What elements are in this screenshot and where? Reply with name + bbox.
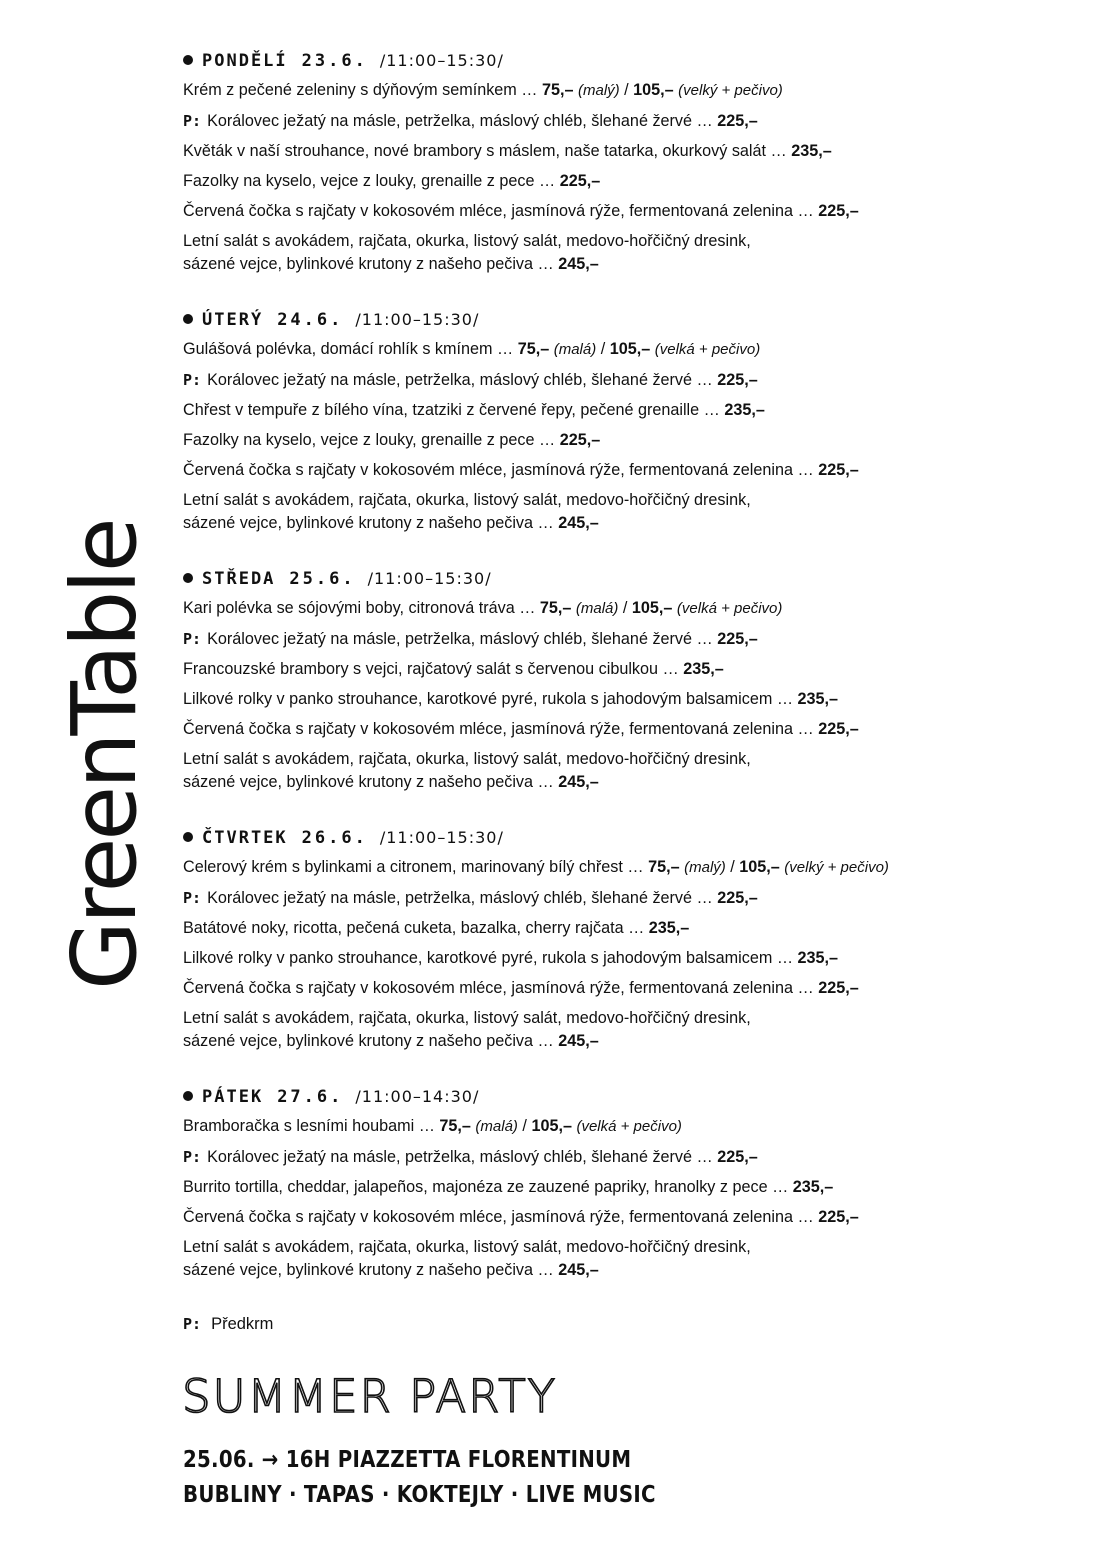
bullet-icon	[183, 832, 193, 842]
menu-item-line	[183, 425, 1063, 455]
menu-item-price: 75,–	[439, 1117, 471, 1135]
menu-item-text: Batátové noky, ricotta, pečená cuketa, bazalka, cherry rajčata …	[183, 919, 649, 937]
day-section	[183, 564, 1063, 797]
menu-item-text: Celerový krém s bylinkami a citronem, marinovaný bílý chřest …	[183, 858, 649, 876]
menu-item-starter	[183, 624, 1063, 654]
menu-item	[183, 1003, 1063, 1056]
menu-item-line	[183, 654, 1063, 684]
portion-size: (malý)	[577, 82, 620, 99]
menu-item-line	[183, 489, 1063, 512]
portion-size-large: (velká + pečivo)	[576, 1118, 682, 1135]
menu-item-line	[183, 771, 1063, 794]
menu-item-price: 225,–	[559, 172, 601, 190]
menu-item-text: Chřest v tempuře z bílého vína, tzatziki z červené řepy, pečené grenaille …	[183, 401, 725, 419]
day-header	[183, 305, 1063, 334]
menu-item	[183, 913, 1063, 943]
menu-item-price: 235,–	[724, 401, 765, 419]
starter-label: P:	[183, 1148, 202, 1166]
menu-item-price-large: 105,–	[739, 858, 780, 876]
bullet-icon	[183, 573, 193, 583]
menu-item-line	[183, 883, 1063, 913]
menu-item-text: Korálovec ježatý na másle, petrželka, máslový chléb, šlehané žervé …	[207, 1148, 718, 1166]
menu-item	[183, 1172, 1063, 1202]
day-section	[183, 46, 1063, 279]
menu-item-price: 225,–	[559, 431, 601, 449]
menu-item-price: 225,–	[818, 202, 859, 220]
day-hours: /11:00–15:30/	[379, 51, 504, 70]
menu-item-price: 235,–	[792, 1178, 834, 1196]
summer-party-title: SUMMER PARTY	[182, 1370, 558, 1423]
menu-item	[183, 593, 1063, 624]
menu-item	[183, 684, 1063, 714]
menu-item-text: Červená čočka s rajčaty v kokosovém mléce, jasmínová rýže, fermentovaná zelenina …	[183, 720, 819, 738]
menu-item-price-large: 105,–	[631, 599, 673, 617]
menu-item-text: sázené vejce, bylinkové krutony z našeho pečiva …	[183, 1260, 559, 1279]
menu-item-line	[183, 1259, 1063, 1282]
menu-item	[183, 196, 1063, 226]
menu-item-text: Burrito tortilla, cheddar, jalapeños, majonéza ze zauzené papriky, hranolky z pece …	[183, 1178, 793, 1196]
menu-item-text: sázené vejce, bylinkové krutony z našeho pečiva …	[183, 1031, 559, 1050]
menu-item-line	[183, 1142, 1063, 1172]
day-hours: /11:00–15:30/	[367, 569, 492, 588]
menu-item-line	[183, 1030, 1063, 1053]
menu-item-text: Letní salát s avokádem, rajčata, okurka, listový salát, medovo-hořčičný dresink,	[183, 1238, 751, 1256]
day-header	[183, 823, 1063, 852]
menu-item-text: sázené vejce, bylinkové krutony z našeho pečiva …	[183, 254, 559, 273]
menu-item-text: Letní salát s avokádem, rajčata, okurka, listový salát, medovo-hořčičný dresink,	[183, 750, 751, 768]
day-date: 23.6.	[301, 51, 368, 71]
brand-logo: GreenTable	[52, 520, 156, 990]
menu-item-price: 225,–	[818, 461, 859, 479]
day-name: ČTVRTEK	[202, 828, 288, 848]
starter-label: P:	[183, 112, 202, 130]
portion-size-large: (velká + pečivo)	[676, 600, 783, 617]
menu-item-price: 225,–	[818, 720, 859, 738]
menu-item-line	[183, 624, 1063, 654]
menu-item-line	[183, 1007, 1063, 1030]
day-header	[183, 1082, 1063, 1111]
day-name: STŘEDA	[202, 569, 276, 589]
menu-item-price: 245,–	[558, 513, 599, 532]
menu-item-price: 235,–	[797, 690, 839, 708]
menu-item-text: Fazolky na kyselo, vejce z louky, grenaille z pece …	[183, 172, 560, 190]
menu-item-line	[183, 714, 1063, 744]
menu-item-price: 235,–	[683, 660, 724, 678]
menu-item-line	[183, 684, 1063, 714]
portion-size: (malá)	[553, 341, 597, 358]
day-date: 25.6.	[289, 569, 356, 589]
day-hours: /11:00–15:30/	[379, 828, 504, 847]
menu-item	[183, 166, 1063, 196]
day-name: PÁTEK	[202, 1087, 264, 1107]
bullet-icon	[183, 314, 193, 324]
day-section	[183, 823, 1063, 1056]
menu-item-price: 75,–	[648, 858, 680, 876]
menu-item-price: 225,–	[818, 979, 859, 997]
menu-item-price-large: 105,–	[531, 1117, 572, 1135]
price-separator: /	[517, 1117, 532, 1135]
legend	[183, 1309, 1063, 1339]
legend-label: P:	[183, 1315, 202, 1333]
starter-label: P:	[183, 630, 202, 648]
menu-item-line	[183, 455, 1063, 485]
menu-item-starter	[183, 106, 1063, 136]
menu-item-line	[183, 973, 1063, 1003]
menu-item-line	[183, 253, 1063, 276]
menu-item	[183, 744, 1063, 797]
menu-item-text: Lilkové rolky v panko strouhance, karotkové pyré, rukola s jahodovým balsamicem …	[183, 690, 798, 708]
day-section	[183, 305, 1063, 538]
menu-item-text: Květák v naší strouhance, nové brambory s máslem, naše tatarka, okurkový salát …	[183, 142, 792, 160]
day-date: 27.6.	[277, 1087, 344, 1107]
menu-item-price: 245,–	[558, 772, 599, 791]
portion-size: (malá)	[475, 1118, 518, 1135]
starter-label: P:	[183, 889, 202, 907]
menu-item	[183, 1111, 1063, 1142]
menu-item-text: Krém z pečené zeleniny s dýňovým semínkem …	[183, 81, 542, 99]
menu-item-text: Letní salát s avokádem, rajčata, okurka, listový salát, medovo-hořčičný dresink,	[183, 491, 751, 509]
menu-item-text: Letní salát s avokádem, rajčata, okurka, listový salát, medovo-hořčičný dresink,	[183, 232, 751, 250]
summer-party-when-where: 25.06. → 16H PIAZZETTA FLORENTINUM	[183, 1447, 632, 1473]
day-hours: /11:00–15:30/	[355, 310, 480, 329]
menu-item-price: 235,–	[648, 919, 690, 937]
menu-item-line	[183, 106, 1063, 136]
menu-item-line	[183, 852, 1063, 883]
menu-item	[183, 714, 1063, 744]
menu-item-price: 245,–	[558, 254, 599, 273]
menu-item-text: Korálovec ježatý na másle, petrželka, máslový chléb, šlehané žervé …	[207, 889, 718, 907]
menu-item	[183, 852, 1063, 883]
menu-item	[183, 1202, 1063, 1232]
day-name: ÚTERÝ	[202, 310, 264, 330]
menu-item-line	[183, 1202, 1063, 1232]
menu-item-text: Korálovec ježatý na másle, petrželka, máslový chléb, šlehané žervé …	[207, 630, 718, 648]
menu-item	[183, 75, 1063, 106]
menu-item	[183, 485, 1063, 538]
menu-item-text: Kari polévka se sójovými boby, citronová tráva …	[183, 599, 540, 617]
menu-item-line	[183, 166, 1063, 196]
menu-item	[183, 455, 1063, 485]
menu-item-text: Červená čočka s rajčaty v kokosovém mléce, jasmínová rýže, fermentovaná zelenina …	[183, 202, 819, 220]
menu-item-line	[183, 1172, 1063, 1202]
menu-item-text: Červená čočka s rajčaty v kokosovém mléce, jasmínová rýže, fermentovaná zelenina …	[183, 979, 819, 997]
day-date: 26.6.	[301, 828, 368, 848]
menu-item-price: 225,–	[717, 630, 758, 648]
price-separator: /	[725, 858, 740, 876]
menu-item-text: Gulášová polévka, domácí rohlík s kmínem …	[183, 340, 518, 358]
menu-item-line	[183, 1236, 1063, 1259]
menu-item	[183, 136, 1063, 166]
menu-item-price: 225,–	[717, 112, 758, 130]
menu-item-line	[183, 913, 1063, 943]
menu-item-line	[183, 230, 1063, 253]
menu-item-price: 225,–	[717, 889, 758, 907]
menu-item-line	[183, 512, 1063, 535]
day-name: PONDĚLÍ	[202, 51, 288, 71]
menu-item-line	[183, 75, 1063, 106]
menu-item-price: 75,–	[539, 599, 572, 617]
menu-item-text: Červená čočka s rajčaty v kokosovém mléce, jasmínová rýže, fermentovaná zelenina …	[183, 1208, 819, 1226]
menu-item	[183, 425, 1063, 455]
menu-item-text: Bramboračka s lesními houbami …	[183, 1117, 440, 1135]
price-separator: /	[618, 599, 632, 617]
bullet-icon	[183, 1091, 193, 1101]
menu-item	[183, 943, 1063, 973]
menu-item-price: 75,–	[517, 340, 550, 358]
day-hours: /11:00–14:30/	[355, 1087, 480, 1106]
menu-item-line	[183, 365, 1063, 395]
menu-item-text: sázené vejce, bylinkové krutony z našeho pečiva …	[183, 772, 559, 791]
portion-size-large: (velká + pečivo)	[654, 341, 761, 358]
menu-item-starter	[183, 1142, 1063, 1172]
menu-item-price: 245,–	[558, 1260, 599, 1279]
menu-item	[183, 226, 1063, 279]
menu-item-starter	[183, 883, 1063, 913]
price-separator: /	[619, 81, 634, 99]
menu-item-line	[183, 196, 1063, 226]
menu-item	[183, 334, 1063, 365]
menu-item-text: Korálovec ježatý na másle, petrželka, máslový chléb, šlehané žervé …	[207, 112, 718, 130]
menu-item-text: Korálovec ježatý na másle, petrželka, máslový chléb, šlehané žervé …	[207, 371, 718, 389]
day-date: 24.6.	[277, 310, 344, 330]
menu-item-price: 225,–	[818, 1208, 859, 1226]
portion-size-large: (velký + pečivo)	[678, 82, 783, 99]
menu-item-line	[183, 1111, 1063, 1142]
menu-item-price-large: 105,–	[609, 340, 651, 358]
summer-party-features: BUBLINY · TAPAS · KOKTEJLY · LIVE MUSIC	[183, 1482, 656, 1508]
menu-item-line	[183, 395, 1063, 425]
weekly-menu	[183, 46, 1063, 1339]
day-header	[183, 564, 1063, 593]
menu-item-price: 245,–	[558, 1031, 599, 1050]
menu-item-price: 225,–	[717, 1148, 758, 1166]
menu-item	[183, 654, 1063, 684]
menu-item-price-large: 105,–	[633, 81, 674, 99]
menu-item-price: 225,–	[717, 371, 758, 389]
portion-size-large: (velký + pečivo)	[784, 859, 889, 876]
menu-item-text: Francouzské brambory s vejci, rajčatový salát s červenou cibulkou …	[183, 660, 684, 678]
menu-item-line	[183, 943, 1063, 973]
menu-item-text: sázené vejce, bylinkové krutony z našeho pečiva …	[183, 513, 559, 532]
menu-item-price: 235,–	[791, 142, 832, 160]
menu-item-line	[183, 593, 1063, 624]
menu-item-line	[183, 334, 1063, 365]
menu-item-text: Fazolky na kyselo, vejce z louky, grenaille z pece …	[183, 431, 560, 449]
bullet-icon	[183, 55, 193, 65]
portion-size: (malá)	[575, 600, 619, 617]
menu-item-starter	[183, 365, 1063, 395]
menu-item	[183, 1232, 1063, 1285]
menu-item-text: Červená čočka s rajčaty v kokosovém mléce, jasmínová rýže, fermentovaná zelenina …	[183, 461, 819, 479]
menu-item	[183, 395, 1063, 425]
menu-item	[183, 973, 1063, 1003]
menu-item-line	[183, 136, 1063, 166]
price-separator: /	[596, 340, 610, 358]
day-header	[183, 46, 1063, 75]
starter-label: P:	[183, 371, 202, 389]
menu-item-price: 235,–	[797, 949, 839, 967]
menu-item-text: Letní salát s avokádem, rajčata, okurka, listový salát, medovo-hořčičný dresink,	[183, 1009, 751, 1027]
menu-item-price: 75,–	[541, 81, 574, 99]
portion-size: (malý)	[684, 859, 726, 876]
menu-item-line	[183, 748, 1063, 771]
day-section	[183, 1082, 1063, 1285]
legend-text: Předkrm	[211, 1315, 274, 1333]
menu-item-text: Lilkové rolky v panko strouhance, karotkové pyré, rukola s jahodovým balsamicem …	[183, 949, 798, 967]
